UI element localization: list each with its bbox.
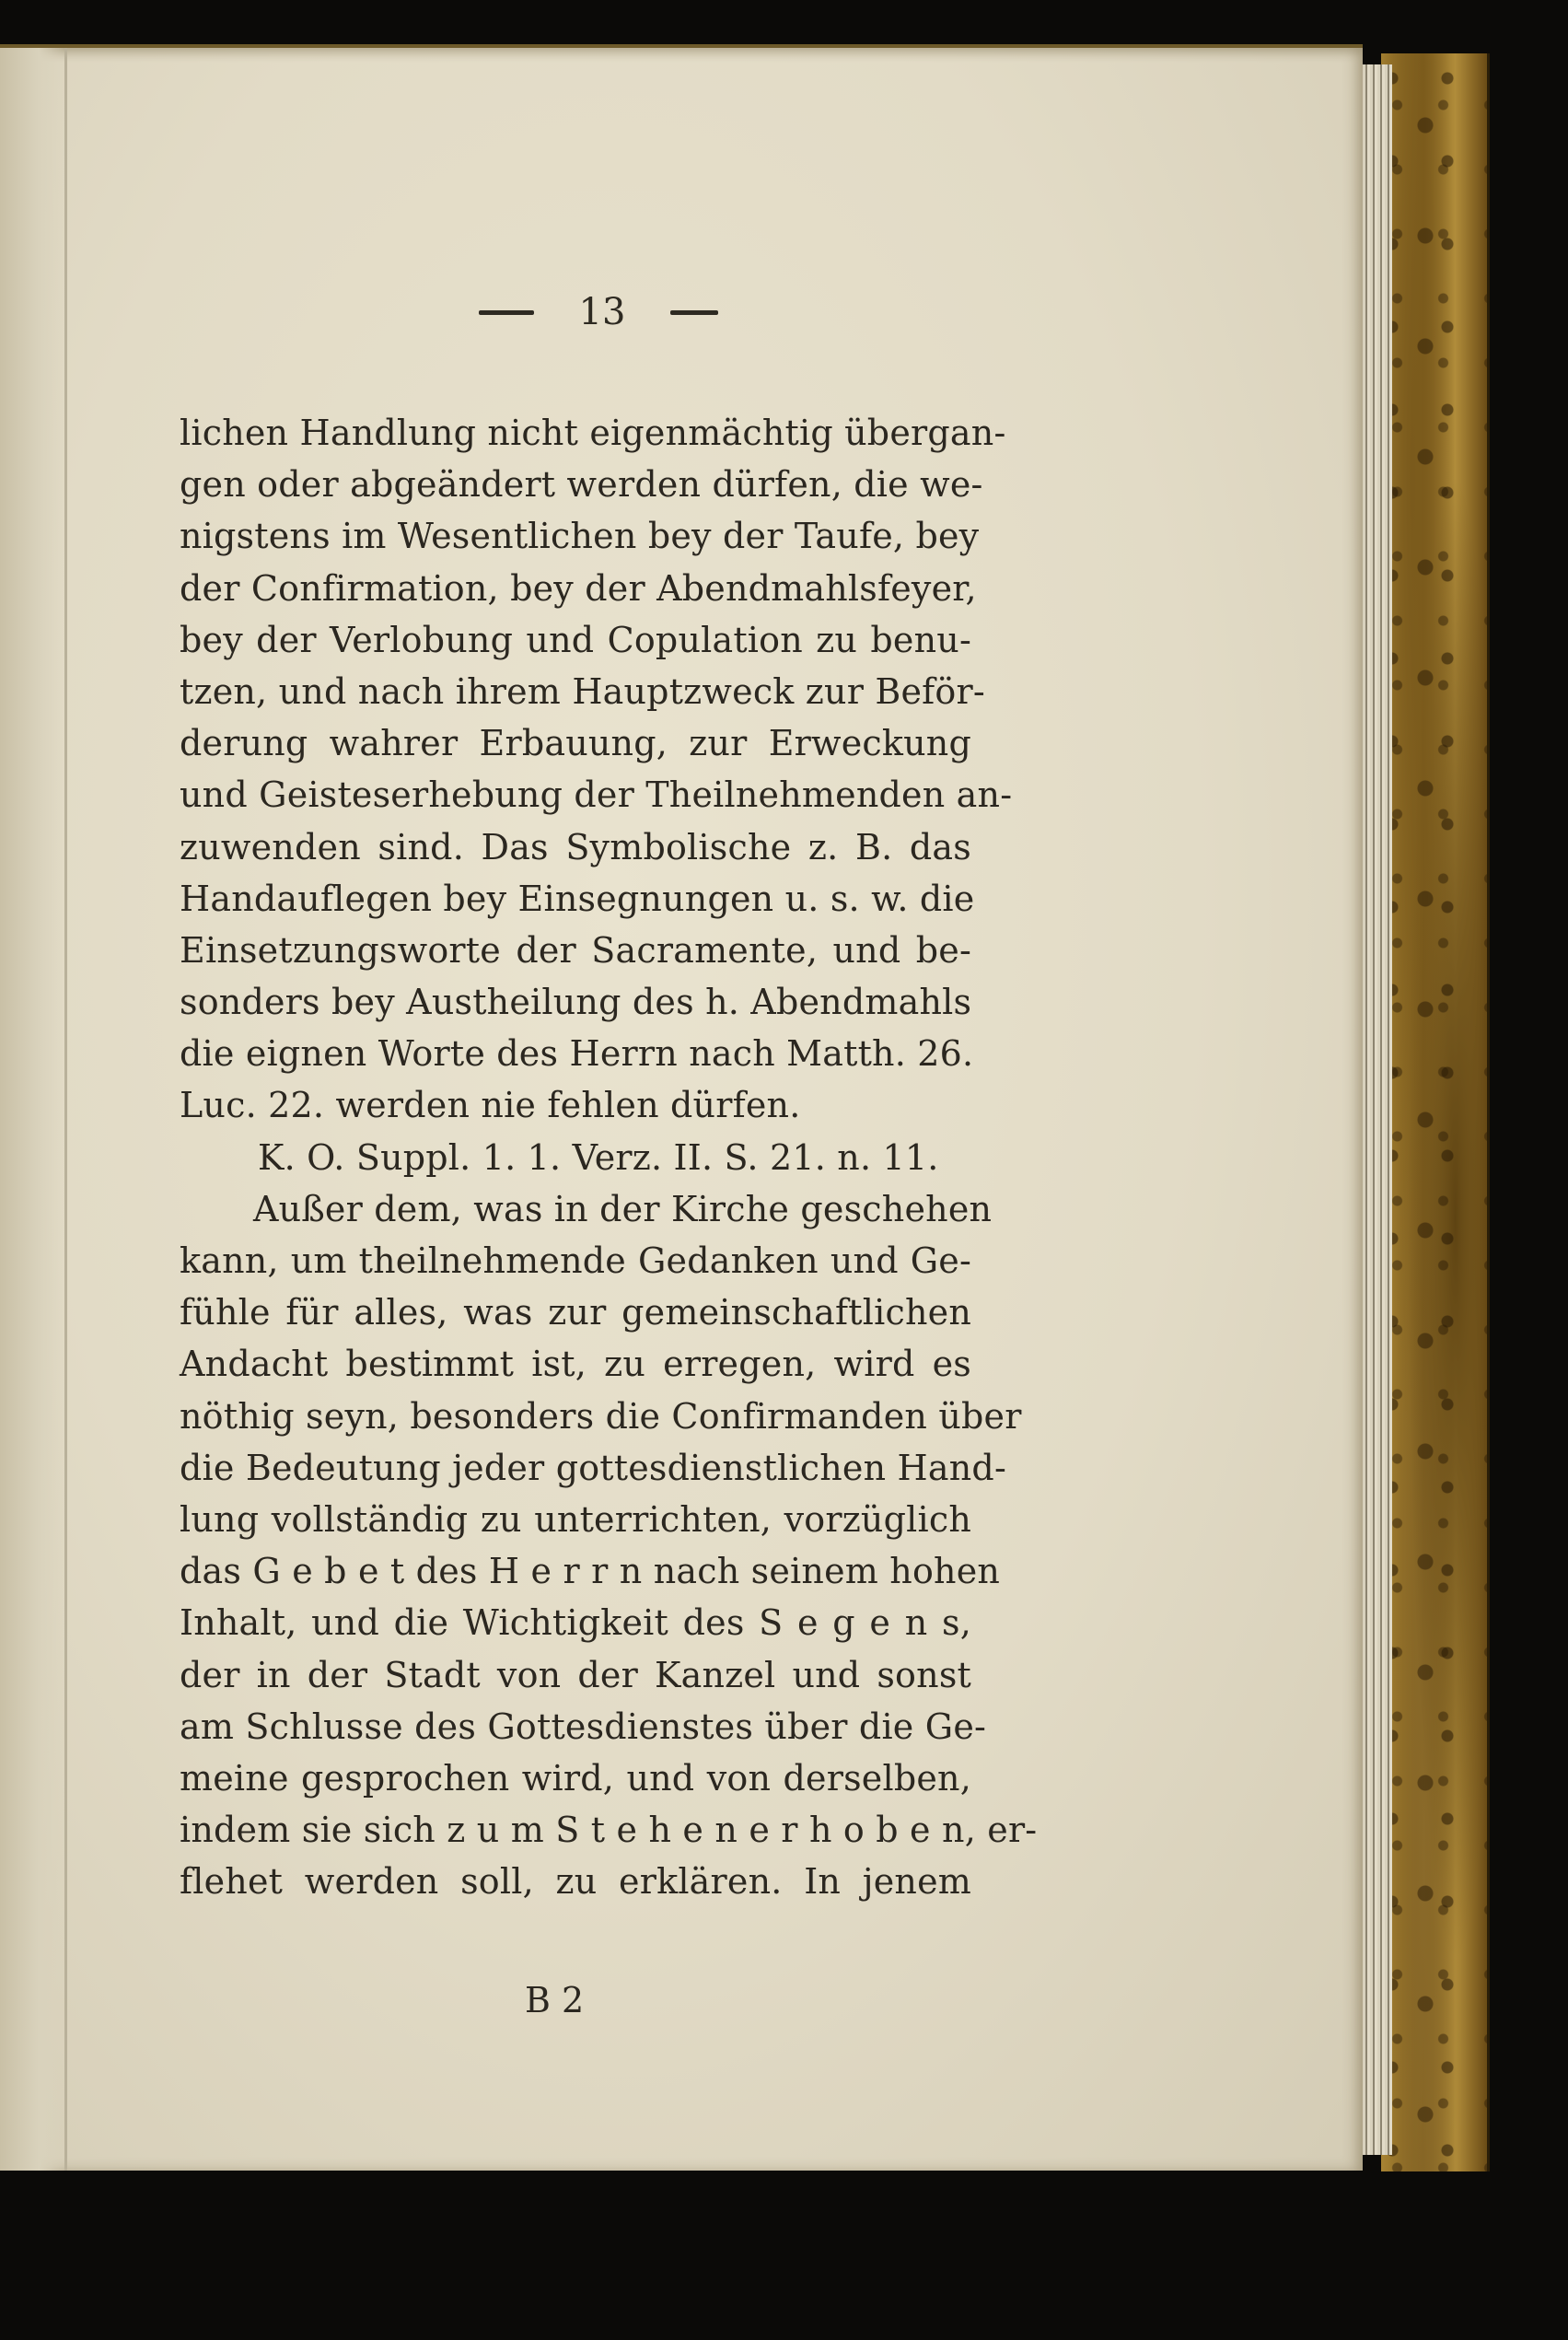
text-line: derung wahrer Erbauung, zur Erweckung bbox=[180, 723, 971, 764]
text-line: zuwenden sind. Das Symbolische z. B. das bbox=[180, 826, 971, 867]
running-head bbox=[479, 280, 718, 344]
text-line: und Geisteserhebung der Theilnehmenden an- bbox=[180, 774, 1013, 816]
text-line: der Confirmation, bey der Abendmahlsfeyer, bbox=[180, 567, 977, 609]
reference-line: K. O. Suppl. 1. 1. Verz. II. S. 21. n. 11. bbox=[258, 1136, 939, 1178]
text-line: sonders bey Austheilung des h. Abendmahls bbox=[180, 982, 972, 1023]
text-line: lichen Handlung nicht eigenmächtig übergan- bbox=[180, 413, 1006, 453]
text-line: Andacht bestimmt ist, zu erregen, wird es bbox=[180, 1344, 971, 1385]
text-line: die eignen Worte des Herrn nach Matth. 26. bbox=[180, 1033, 974, 1075]
header-rule-right bbox=[670, 310, 718, 315]
text-line: das G e b e t des H e r r n nach seinem hohen bbox=[180, 1551, 1001, 1592]
text-line: Handauflegen bey Einsegnungen u. s. w. die bbox=[180, 878, 975, 919]
text-line: gen oder abgeändert werden dürfen, die we- bbox=[180, 464, 983, 506]
book-page bbox=[0, 44, 1363, 2171]
text-line: lung vollständig zu unterrichten, vorzüglich bbox=[180, 1498, 971, 1540]
marbled-cover-board bbox=[1381, 53, 1490, 2171]
text-line: flehet werden soll, zu erklären. In jenem bbox=[180, 1861, 971, 1903]
text-line: Luc. 22. werden nie fehlen dürfen. bbox=[180, 1085, 801, 1126]
text-line: bey der Verlobung und Copulation zu benu- bbox=[180, 619, 971, 660]
text-line: Einsetzungsworte der Sacramente, und be- bbox=[180, 929, 971, 971]
text-line: meine gesprochen wird, und von derselben, bbox=[180, 1757, 971, 1799]
page-number: 13 bbox=[578, 291, 626, 333]
body-text bbox=[180, 407, 1038, 1907]
text-line: Inhalt, und die Wichtigkeit des S e g e n s, bbox=[180, 1602, 971, 1644]
text-line: nigstens im Wesentlichen bey der Taufe, bey bbox=[180, 516, 980, 557]
text-line: der in der Stadt von der Kanzel und sonst bbox=[180, 1654, 971, 1695]
paragraph-first-line: Außer dem, was in der Kirche geschehen bbox=[253, 1188, 993, 1229]
text-line: kann, um theilnehmende Gedanken und Ge- bbox=[180, 1240, 971, 1281]
text-line: am Schlusse des Gottesdienstes über die Ge- bbox=[180, 1706, 987, 1747]
text-line: indem sie sich z u m S t e h e n e r h o b e n, er- bbox=[180, 1810, 1038, 1851]
text-line: tzen, und nach ihrem Hauptzweck zur Beför- bbox=[180, 670, 985, 712]
text-line: nöthig seyn, besonders die Confirmanden über bbox=[180, 1395, 1022, 1437]
page-gutter bbox=[0, 48, 64, 2171]
text-line: fühle für alles, was zur gemeinschaftlichen bbox=[180, 1292, 971, 1333]
signature-mark: B 2 bbox=[525, 1980, 585, 2020]
text-line: die Bedeutung jeder gottesdienstlichen Hand- bbox=[180, 1447, 1006, 1488]
header-rule-left bbox=[479, 310, 534, 315]
gutter-fold bbox=[64, 48, 67, 2171]
